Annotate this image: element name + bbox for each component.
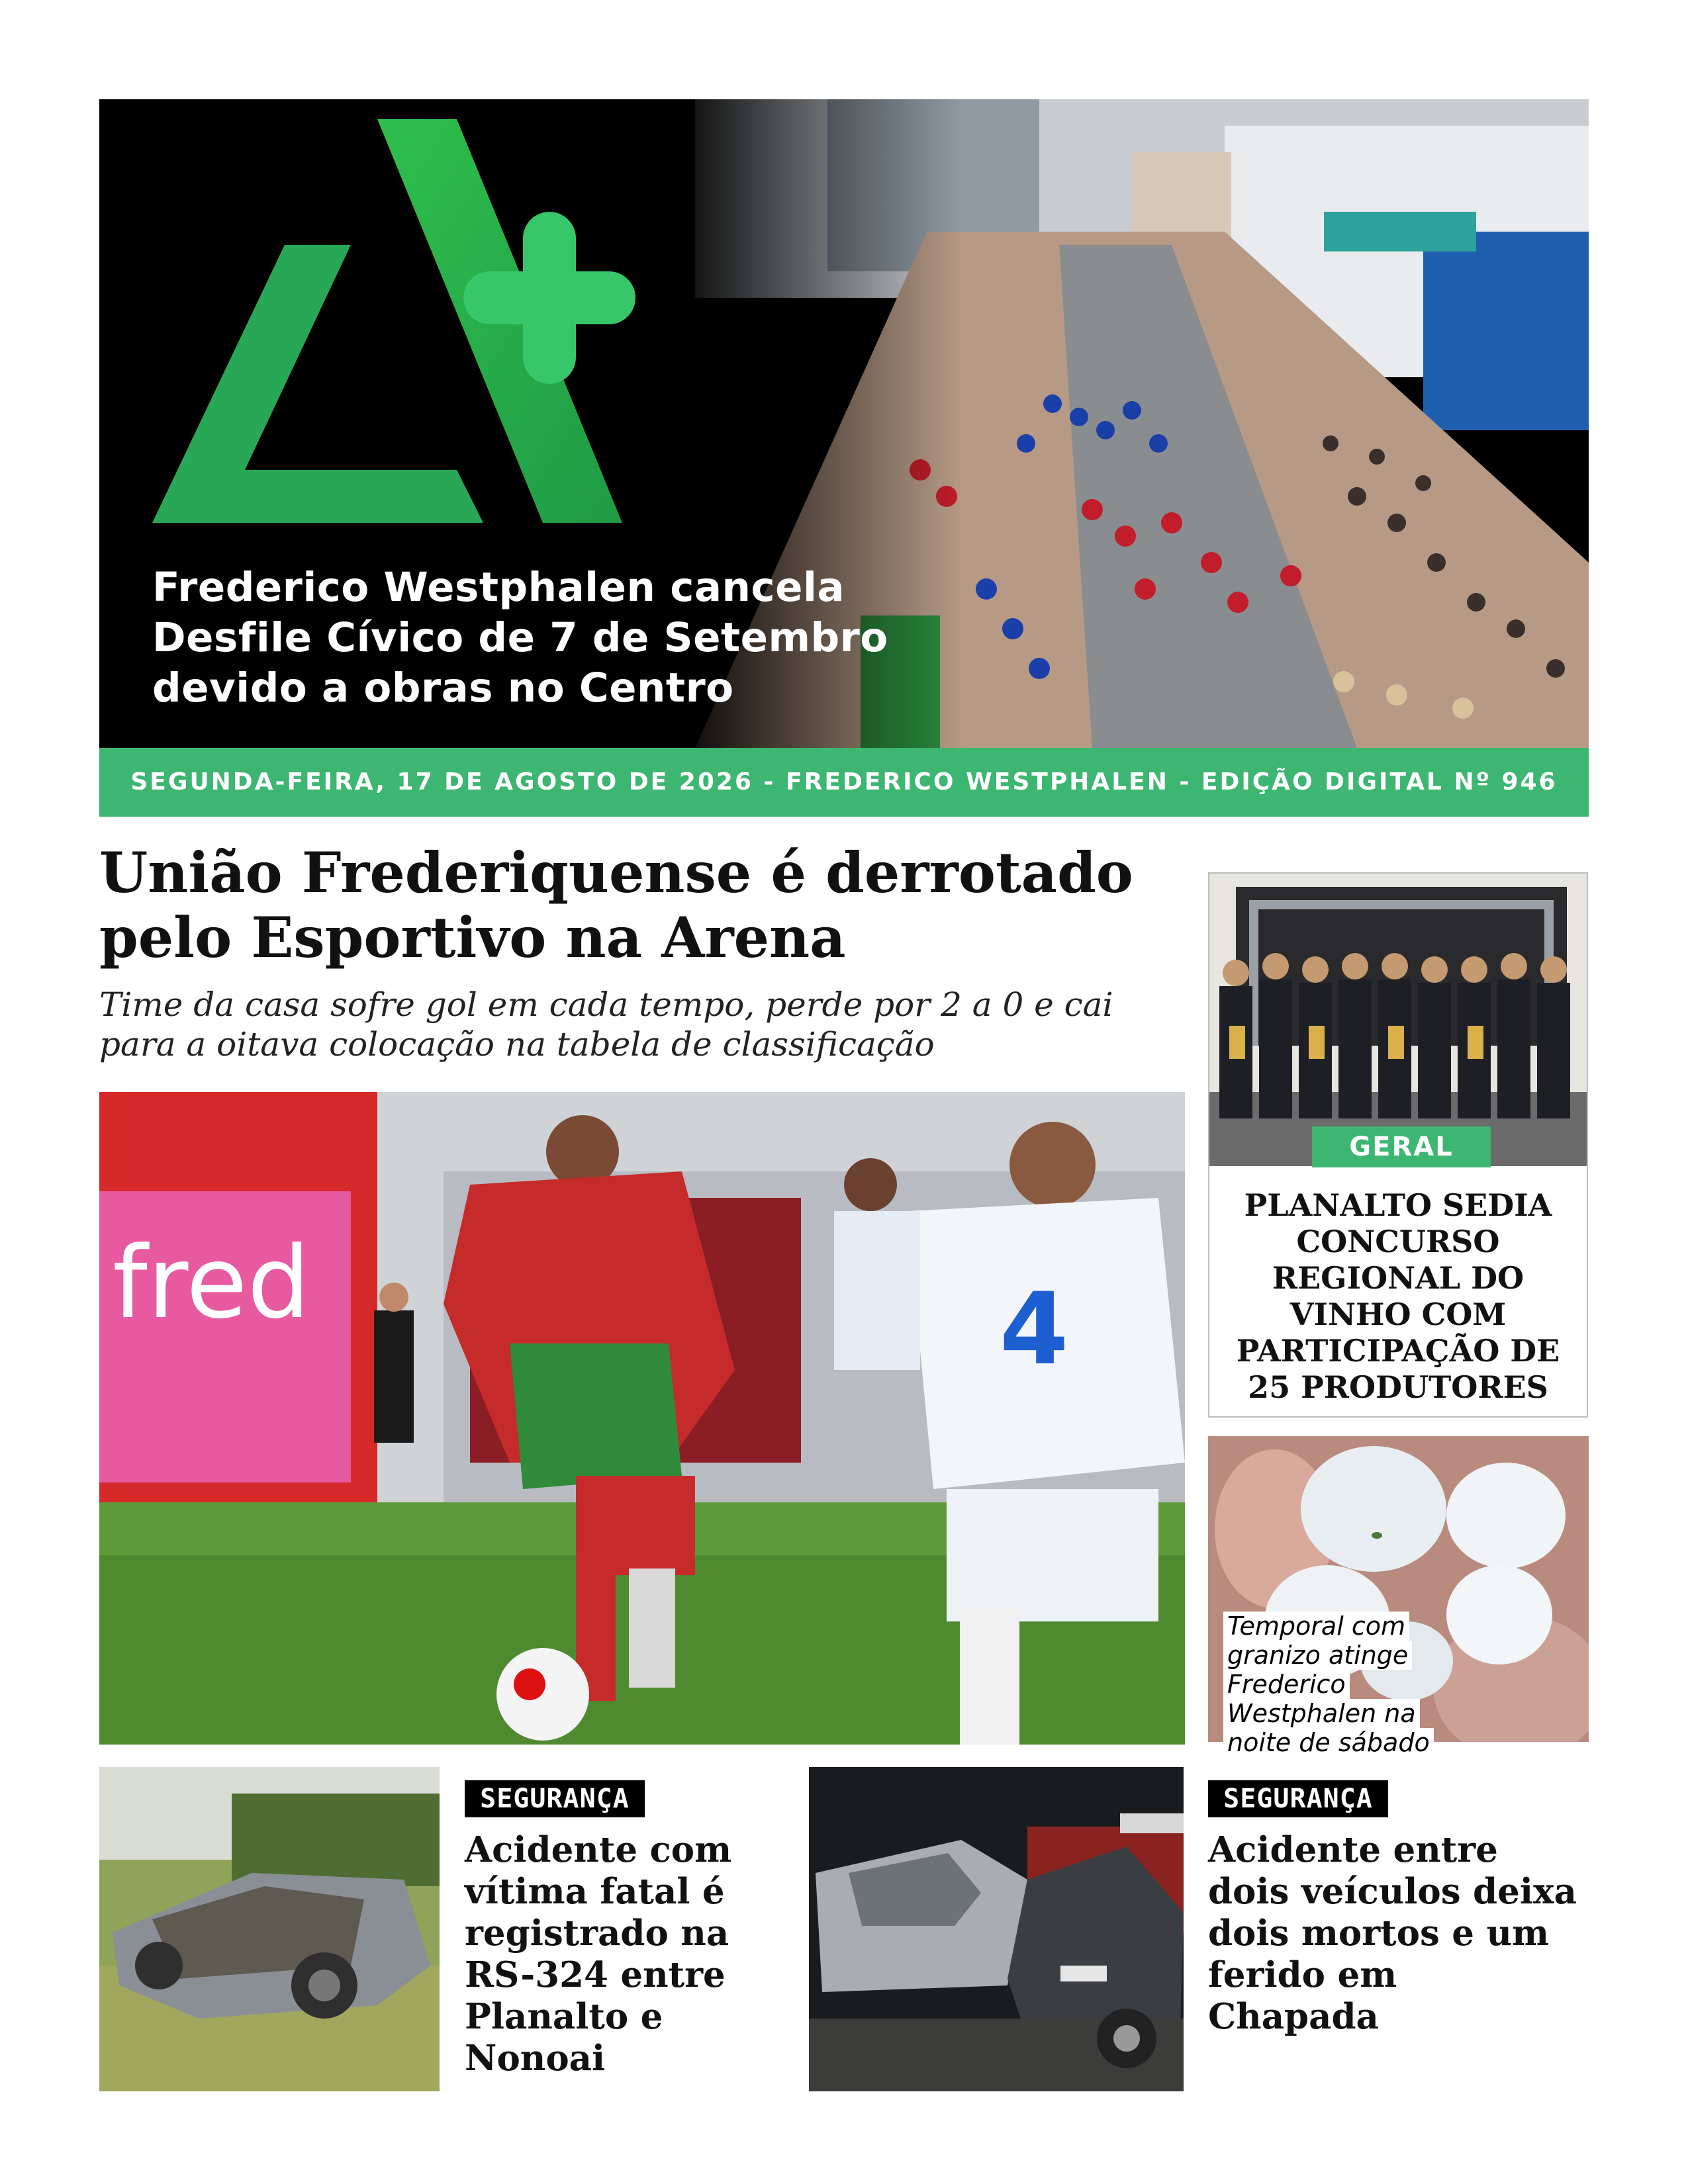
brand-logo (152, 106, 867, 635)
hero-banner[interactable] (99, 99, 1589, 748)
sidebar-story-card[interactable] (1208, 872, 1588, 1418)
category-tag-geral[interactable]: GERAL (1312, 1126, 1491, 1167)
jersey-number: 4 (1000, 1272, 1069, 1387)
wrecked-car-photo (99, 1767, 440, 2091)
hero-headline[interactable]: Frederico Westphalen cancela Desfile Cívico de 7 de Setembro devido a obras no Centro (152, 564, 888, 711)
main-story-title[interactable]: União Frederiquense é derrotado pelo Esportivo na Arena (99, 840, 1133, 970)
category-tag-seguranca[interactable]: SEGURANÇA (465, 1780, 645, 1817)
sponsor-text: fred (113, 1226, 310, 1341)
main-story-photo[interactable] (99, 1092, 1185, 1745)
hail-story-caption[interactable]: Temporal com granizo atinge Frederico Westphalen na noite de sábado (1223, 1612, 1442, 1757)
accident-chapada-photo[interactable] (809, 1767, 1184, 2091)
collision-photo (809, 1767, 1184, 2091)
wine-contest-photo (1209, 874, 1587, 1166)
accident-rs324-title[interactable]: Acidente com vítima fatal é registrado na RS-324 entre Planalto e Nonoai (465, 1829, 732, 2079)
category-tag-seguranca[interactable]: SEGURANÇA (1208, 1780, 1388, 1817)
sidebar-story-title[interactable]: PLANALTO SEDIA CONCURSO REGIONAL DO VINHO COM PARTICIPAÇÃO DE 25 PRODUTORES (1236, 1187, 1560, 1405)
dateline-bar: SEGUNDA-FEIRA, 17 DE AGOSTO DE 2026 - FREDERICO WESTPHALEN - EDIÇÃO DIGITAL Nº 946 (99, 748, 1589, 817)
accident-rs324-photo[interactable] (99, 1767, 440, 2091)
accident-chapada-title[interactable]: Acidente entre dois veículos deixa dois mortos e um ferido em Chapada (1208, 1829, 1577, 2037)
football-photo (99, 1092, 1185, 1745)
main-story-subtitle: Time da casa sofre gol em cada tempo, perde por 2 a 0 e cai para a oitava colocação na tabela de classificação (99, 985, 1113, 1064)
